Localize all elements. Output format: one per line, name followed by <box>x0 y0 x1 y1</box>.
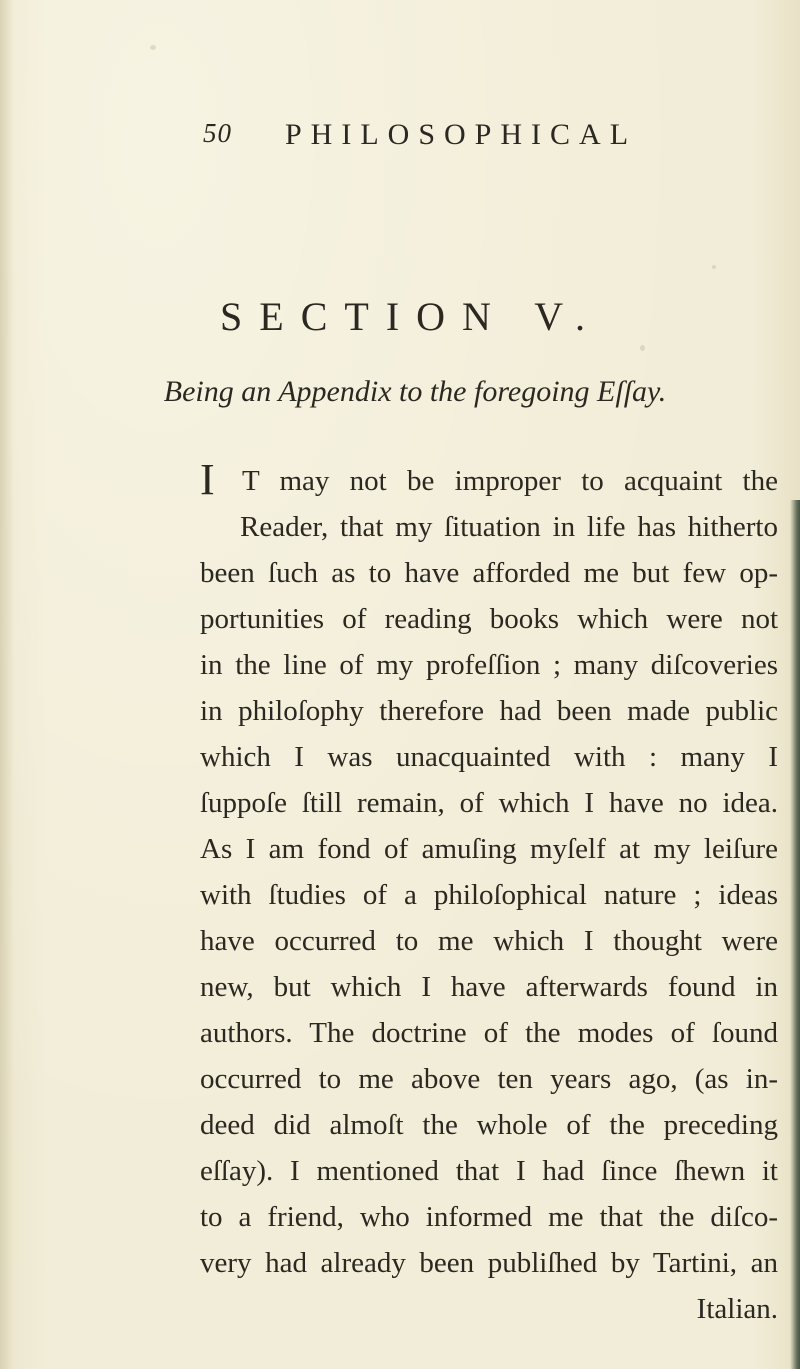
text-line: with ſtudies of a philoſophical nature ; ideas <box>200 879 778 911</box>
text-line: Reader, that my ſituation in life has hitherto <box>240 511 778 543</box>
catchword: Italian. <box>696 1293 778 1325</box>
drop-cap: I <box>200 455 215 504</box>
page-number: 50 <box>203 118 232 148</box>
running-head <box>0 118 800 158</box>
body-text <box>200 455 778 1332</box>
text-line: eſſay). I mentioned that I had ſince ſhewn it <box>200 1155 778 1187</box>
page-speck <box>712 265 716 269</box>
text-line: ſuppoſe ſtill remain, of which I have no idea. <box>200 787 778 819</box>
text-line <box>200 455 778 504</box>
page-gutter-shadow <box>0 0 14 1369</box>
text-line: portunities of reading books which were not <box>200 603 778 635</box>
text-line: deed did almoſt the whole of the preceding <box>200 1109 778 1141</box>
text-line: new, but which I have afterwards found in <box>200 971 778 1003</box>
text-line: occurred to me above ten years ago, (as in- <box>200 1063 778 1095</box>
text-line: in philoſophy therefore had been made public <box>200 695 778 727</box>
page-speck <box>640 345 645 351</box>
page-edge-shadow <box>790 500 800 1369</box>
text-line: been ſuch as to have afforded me but few op- <box>200 557 778 589</box>
page-speck <box>150 45 156 50</box>
text-line: authors. The doctrine of the modes of ſound <box>200 1017 778 1049</box>
text-line: As I am fond of amuſing myſelf at my leiſure <box>200 833 778 865</box>
text-line: to a friend, who informed me that the diſco- <box>200 1201 778 1233</box>
text-line: very had already been publiſhed by Tartini, an <box>200 1247 778 1279</box>
text-line: which I was unacquainted with : many I <box>200 741 778 773</box>
text-line: have occurred to me which I thought were <box>200 925 778 957</box>
running-head-title: PHILOSOPHICAL <box>285 118 638 151</box>
text-line: in the line of my profeſſion ; many diſcoveries <box>200 649 778 681</box>
section-heading: SECTION V. <box>220 294 602 339</box>
first-line-text: T may not be improper to acquaint the <box>242 465 778 497</box>
section-subtitle: Being an Appendix to the foregoing Eſſay. <box>163 375 667 408</box>
